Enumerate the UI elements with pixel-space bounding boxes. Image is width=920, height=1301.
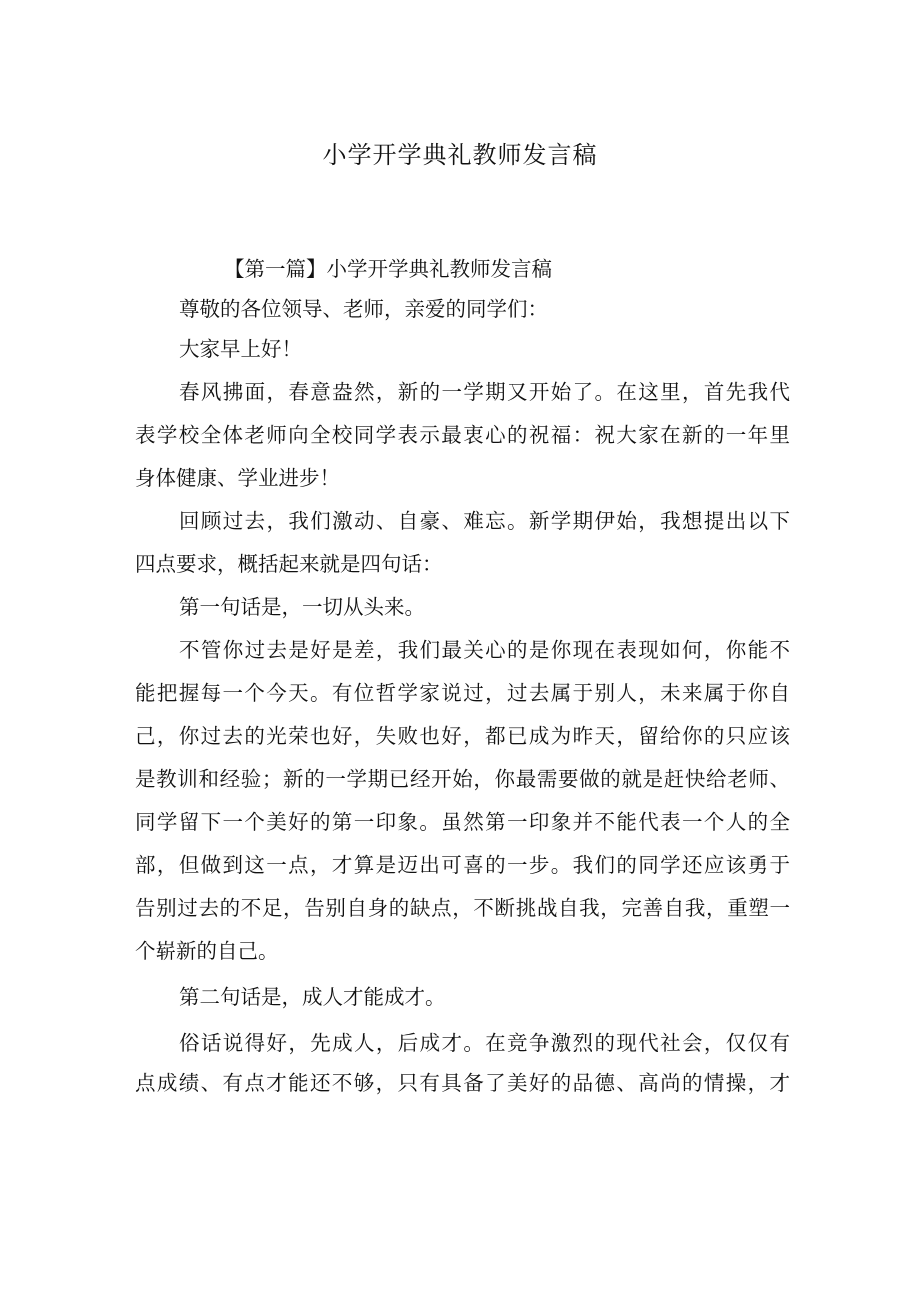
point-heading: 第二句话是，成人才能成才。 [179,985,446,1009]
paragraph-line: 部，但做到这一点，才算是迈出可喜的一步。我们的同学还应该勇于 [135,853,790,877]
section-heading: 【第一篇】小学开学典礼教师发言稿 [224,257,552,281]
salutation: 尊敬的各位领导、老师，亲爱的同学们： [179,297,548,321]
greeting: 大家早上好！ [179,337,302,361]
paragraph-line: 是教训和经验；新的一学期已经开始，你最需要做的就是赶快给老师、 [135,767,790,791]
paragraph-line: 四点要求，概括起来就是四句话： [135,552,443,576]
paragraph-line: 回顾过去，我们激动、自豪、难忘。新学期伊始，我想提出以下 [179,509,790,533]
paragraph-line: 点成绩、有点才能还不够，只有具备了美好的品德、高尚的情操，才 [135,1071,790,1095]
paragraph-line: 个崭新的自己。 [135,939,279,963]
paragraph-line: 同学留下一个美好的第一印象。虽然第一印象并不能代表一个人的全 [135,810,790,834]
paragraph-line: 表学校全体老师向全校同学表示最衷心的祝福：祝大家在新的一年里 [135,423,790,447]
point-heading: 第一句话是，一切从头来。 [179,595,425,619]
paragraph-line: 能把握每一个今天。有位哲学家说过，过去属于别人，未来属于你自 [135,681,790,705]
paragraph-line: 俗话说得好，先成人，后成才。在竞争激烈的现代社会，仅仅有 [179,1031,790,1055]
paragraph-line: 己，你过去的光荣也好，失败也好，都已成为昨天，留给你的只应该 [135,724,790,748]
document-body [135,249,790,1103]
paragraph-line: 身体健康、学业进步！ [135,466,340,490]
paragraph-line: 告别过去的不足，告别自身的缺点，不断挑战自我，完善自我，重塑一 [135,896,790,920]
paragraph-line: 不管你过去是好是差，我们最关心的是你现在表现如何，你能不 [179,638,790,662]
document-title: 小学开学典礼教师发言稿 [322,141,598,169]
paragraph-line: 春风拂面，春意盎然，新的一学期又开始了。在这里，首先我代 [179,380,790,404]
